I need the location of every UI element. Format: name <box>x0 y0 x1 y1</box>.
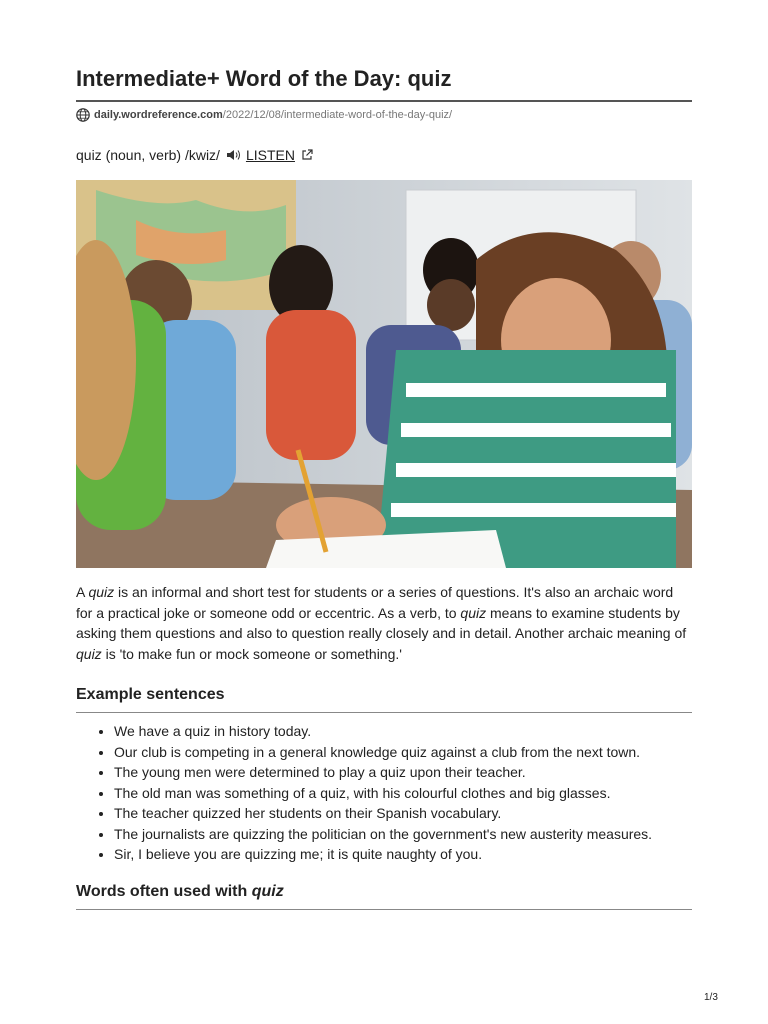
definition-text: is 'to make fun or mock someone or something.' <box>101 645 402 662</box>
definition-term: quiz <box>76 645 102 662</box>
pronunciation-line <box>76 146 692 164</box>
speaker-icon[interactable] <box>226 149 242 161</box>
list-item: • We have a quiz in history today. <box>114 721 692 742</box>
list-item: • Our club is competing in a general knowledge quiz against a club from the next town. <box>114 742 692 763</box>
definition-text: A <box>76 584 89 600</box>
list-item: • The old man was something of a quiz, with his colourful clothes and big glasses. <box>114 783 692 804</box>
pronunciation-text: quiz (noun, verb) /kwiz/ <box>76 147 220 163</box>
list-item: • Sir, I believe you are quizzing me; it is quite naughty of you. <box>114 844 692 865</box>
heading-term: quiz <box>251 882 284 900</box>
classroom-photo <box>76 180 692 568</box>
listen-link[interactable]: LISTEN <box>245 147 295 163</box>
heading-text: Words often used with <box>76 882 252 900</box>
external-link-icon[interactable] <box>301 149 313 161</box>
page-title: Intermediate+ Word of the Day: quiz <box>76 62 692 102</box>
words-used-with-heading <box>76 881 692 910</box>
definition-text: is an informal and short test for students or a series of questions. It's also an archaic word for a practical joke or someone odd or eccentric. As a verb, to <box>76 584 674 621</box>
definition-paragraph <box>76 582 692 664</box>
example-sentences-list <box>76 721 692 865</box>
example-sentences-heading: Example sentences <box>76 684 692 713</box>
list-item: • The young men were determined to play a quiz upon their teacher. <box>114 762 692 783</box>
list-item: • The teacher quizzed her students on their Spanish vocabulary. <box>114 803 692 824</box>
globe-icon <box>76 108 90 122</box>
source-domain: daily.wordreference.com <box>94 109 223 121</box>
source-path: /2022/12/08/intermediate-word-of-the-day-quiz/ <box>222 109 453 121</box>
definition-text: means to examine students by asking them questions and also to question really closely and in detail. Another archaic meaning of <box>76 604 687 641</box>
definition-term: quiz <box>460 604 487 621</box>
source-url[interactable] <box>76 108 692 122</box>
list-item: • The journalists are quizzing the politician on the government's new austerity measures. <box>114 824 692 845</box>
definition-term: quiz <box>88 584 115 600</box>
document-page <box>76 62 692 910</box>
page-number: 1/3 <box>704 992 718 1003</box>
